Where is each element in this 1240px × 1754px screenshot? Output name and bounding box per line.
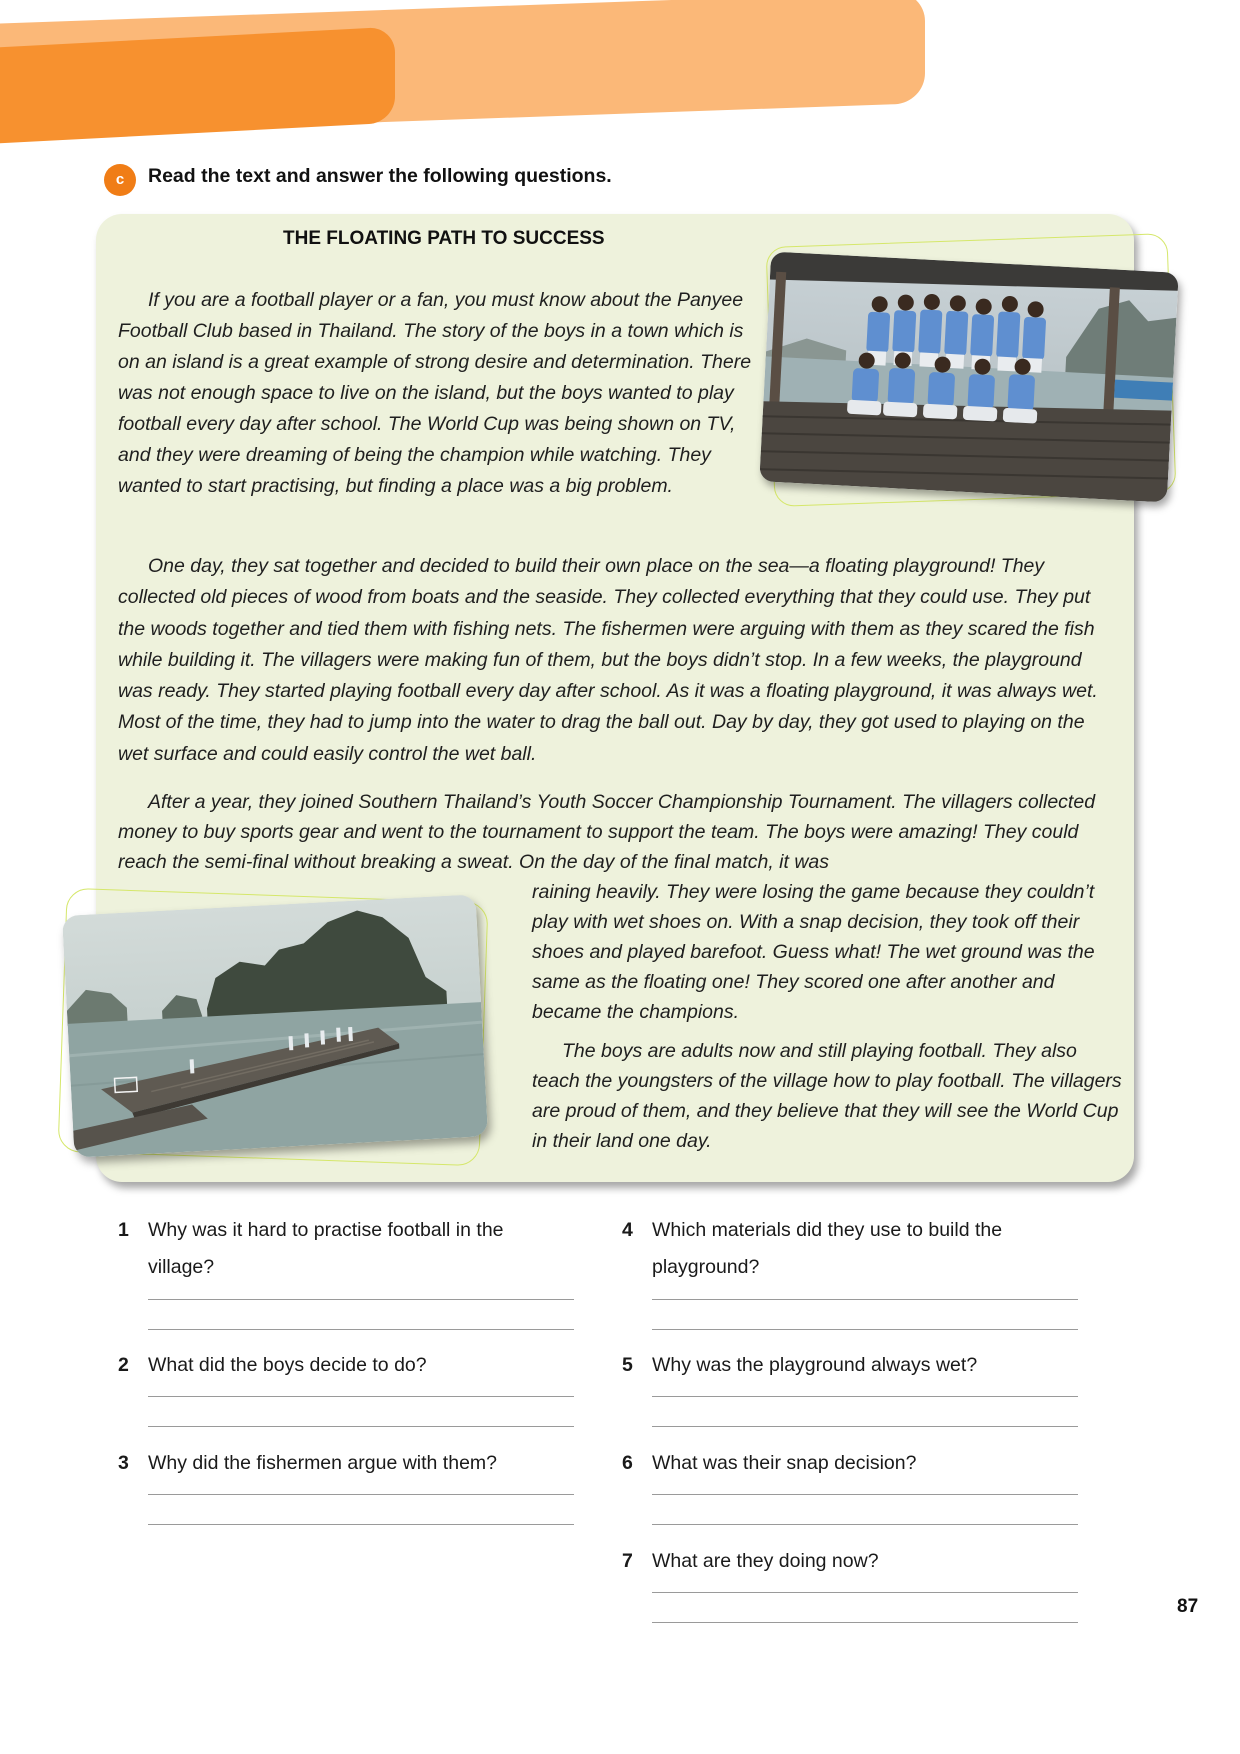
answer-line-3b[interactable] — [148, 1524, 574, 1525]
question-number: 3 — [118, 1452, 129, 1474]
page-number: 87 — [1177, 1596, 1199, 1617]
question-4 — [622, 1212, 1082, 1292]
question-5 — [622, 1347, 1082, 1387]
answer-line-6a[interactable] — [652, 1494, 1078, 1495]
answer-line-3a[interactable] — [148, 1494, 574, 1495]
answer-line-6b[interactable] — [652, 1524, 1078, 1525]
question-1 — [118, 1212, 578, 1292]
answer-line-2b[interactable] — [148, 1426, 574, 1427]
exercise-badge: c — [104, 164, 136, 196]
question-number: 7 — [622, 1550, 633, 1572]
question-3 — [118, 1445, 578, 1485]
article-paragraph-4: The boys are adults now and still playing football. They also teach the youngsters of the village how to play football. The villagers are proud of them, and they believe that they will see the World Cup in their land one day. — [532, 1040, 1122, 1152]
answer-line-1a[interactable] — [148, 1299, 574, 1300]
answer-line-4b[interactable] — [652, 1329, 1078, 1330]
answer-line-7b[interactable] — [652, 1622, 1078, 1623]
question-text: Why did the fishermen argue with them? — [148, 1452, 498, 1474]
answer-line-4a[interactable] — [652, 1299, 1078, 1300]
article-paragraph-3-end: raining heavily. They were losing the game because they couldn’t play with wet shoes on. With a snap decision, they took off their shoes and played barefoot. Guess what! The wet ground was the same as the floating one! They scored one after another and became the champions. — [532, 881, 1095, 1023]
header-banner-dark — [0, 27, 395, 146]
question-text: What are they doing now? — [652, 1550, 879, 1572]
team-photo — [759, 251, 1178, 502]
article-title: THE FLOATING PATH TO SUCCESS — [283, 228, 605, 249]
exercise-instruction: Read the text and answer the following questions. — [148, 165, 612, 187]
answer-line-1b[interactable] — [148, 1329, 574, 1330]
article-paragraph-2: One day, they sat together and decided to build their own place on the sea—a floating playground! They collected old pieces of wood from boats and the seaside. They collected everything that they could use. They put the woods together and tied them with fishing nets. The fishermen were arguing with them as they scared the fish while building it. The villagers were making fun of them, but the boys didn’t stop. In a few weeks, the playground was ready. They started playing football every day after school. As it was a floating playground, it was always wet. Most of the time, they had to jump into the water to drag the ball out. Day by day, they got used to playing on the wet surface and could easily control the wet ball. — [118, 555, 1098, 765]
answer-line-2a[interactable] — [148, 1396, 574, 1397]
answer-line-7a[interactable] — [652, 1592, 1078, 1593]
question-number: 4 — [622, 1219, 633, 1241]
question-2 — [118, 1347, 578, 1387]
question-6 — [622, 1445, 1082, 1485]
question-text: What was their snap decision? — [652, 1452, 917, 1474]
answer-line-5a[interactable] — [652, 1396, 1078, 1397]
question-number: 5 — [622, 1354, 633, 1376]
question-text: Why was the playground always wet? — [652, 1354, 978, 1376]
floating-pitch-photo — [62, 894, 488, 1157]
question-text: What did the boys decide to do? — [148, 1354, 427, 1376]
question-number: 1 — [118, 1219, 129, 1241]
article-paragraph-1: If you are a football player or a fan, you must know about the Panyee Football Club based in Thailand. The story of the boys in a town which is on an island is a great example of strong desire and determination. There was not enough space to live on the island, but the boys wanted to play football every day after school. The World Cup was being shown on TV, and they were dreaming of being the champion while watching. They wanted to start practising, but finding a place was a big problem. — [118, 289, 752, 497]
question-number: 6 — [622, 1452, 633, 1474]
question-7 — [622, 1543, 1082, 1583]
article-paragraph-3-start: After a year, they joined Southern Thailand’s Youth Soccer Championship Tournament. The villagers collected money to buy sports gear and went to the tournament to support the team. The boys were amazing! They could reach the semi-final without breaking a sweat. On the day of the final match, it was — [118, 791, 1096, 873]
question-text: Which materials did they use to build the playground? — [652, 1219, 1003, 1278]
answer-line-5b[interactable] — [652, 1426, 1078, 1427]
question-number: 2 — [118, 1354, 129, 1376]
question-text: Why was it hard to practise football in the village? — [148, 1219, 504, 1278]
